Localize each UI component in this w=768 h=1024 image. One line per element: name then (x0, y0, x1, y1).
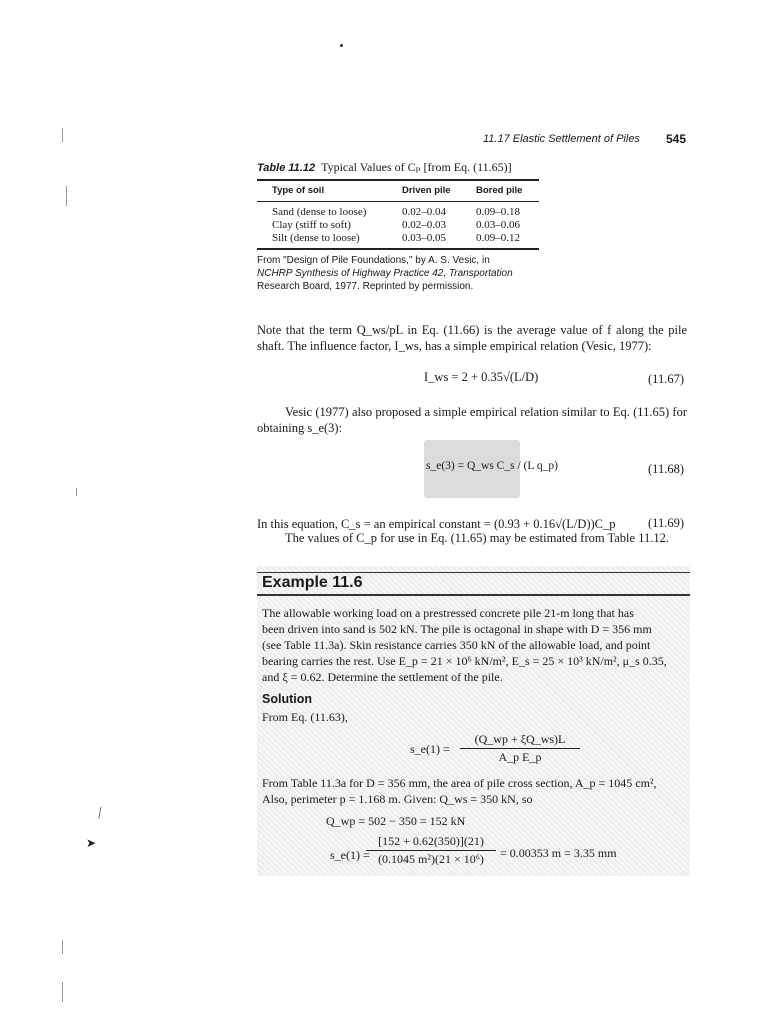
equation-number: (11.68) (648, 462, 684, 476)
equation-number: (11.69) (648, 516, 684, 530)
source-line: Research Board, 1977. Reprinted by permission. (257, 281, 474, 292)
example-line: From Table 11.3a for D = 356 mm, the area of pile cross section, A_p = 1045 cm², (262, 776, 657, 790)
table-caption-text: Typical Values of Cₚ [from Eq. (11.65)] (321, 160, 512, 174)
solution-label: Solution (262, 692, 312, 706)
table-source-note (257, 254, 547, 293)
table-cell: Clay (stiff to soft) (272, 219, 351, 231)
example-heading-rule (257, 594, 690, 596)
calc-equation-lhs: s_e(1) = (330, 848, 370, 862)
from-equation-line: From Eq. (11.63), (262, 710, 348, 724)
table-cell: 0.09–0.18 (476, 206, 520, 218)
table-caption (257, 160, 512, 175)
table-bottom-rule (257, 248, 539, 250)
table-label: Table 11.12 (257, 162, 316, 174)
paragraph-cp-values: The values of C_p for use in Eq. (11.65) may be estimated from Table 11.12. (285, 531, 669, 545)
table-cell: Silt (dense to loose) (272, 232, 360, 244)
example-heading: Example 11.6 (262, 574, 363, 591)
calc-equation-fraction (366, 834, 496, 867)
margin-arrow-mark: ➤ (86, 836, 97, 850)
source-line: NCHRP Synthesis of Highway Practice 42, Transportation (257, 268, 513, 279)
running-title: 11.17 Elastic Settlement of Piles (483, 133, 640, 145)
page-number: 545 (666, 132, 687, 146)
table-cell: 0.09–0.12 (476, 232, 520, 244)
example-top-rule (257, 572, 690, 573)
table-cell: 0.02–0.03 (402, 219, 446, 231)
table-header-driven: Driven pile (402, 185, 451, 196)
table-header-soil: Type of soil (272, 185, 325, 196)
left-margin-mark (76, 488, 77, 496)
calc-result: = 0.00353 m = 3.35 mm (500, 846, 617, 860)
example-line: been driven into sand is 502 kN. The pile is octagonal in shape with D = 356 mm (262, 622, 652, 636)
example-line: Also, perimeter p = 1.168 m. Given: Q_ws = 350 kN, so (262, 792, 533, 806)
settlement-equation-lhs: s_e(1) = (410, 742, 450, 756)
table-cell: 0.03–0.06 (476, 219, 520, 231)
paragraph-empirical-constant: In this equation, C_s = an empirical constant = (0.93 + 0.16√(L/D))C_p (257, 517, 616, 531)
fraction-numerator: [152 + 0.62(350)](21) (366, 834, 496, 851)
paragraph-influence-factor: Note that the term Q_ws/pL in Eq. (11.66) is the average value of f along the pile shaft. The influence factor, I_ws, has a simple empirical relation (Vesic, 1977): (257, 323, 687, 353)
example-line: (see Table 11.3a). Skin resistance carries 350 kN of the allowable load, and point (262, 638, 651, 652)
left-margin-mark (66, 186, 67, 206)
margin-pen-mark: ⟋ (92, 804, 108, 822)
fraction-denominator: (0.1045 m²)(21 × 10⁶) (378, 852, 484, 866)
equation-11-68: s_e(3) = Q_ws C_s / (L q_p) (426, 460, 558, 472)
settlement-equation-fraction (460, 732, 580, 765)
fraction-numerator: (Q_wp + ξQ_ws)L (460, 732, 580, 749)
table-header-rule (257, 201, 539, 202)
table-cell: Sand (dense to loose) (272, 206, 367, 218)
example-line: The allowable working load on a prestressed concrete pile 21-m long that has (262, 606, 634, 620)
source-line: From "Design of Pile Foundations," by A. S. Vesic, in (257, 255, 490, 266)
table-top-rule (257, 179, 539, 181)
paragraph-vesic: Vesic (1977) also proposed a simple empirical relation similar to Eq. (11.65) for obtaining s_e(3): (257, 405, 687, 435)
scan-speck (340, 44, 343, 47)
left-margin-mark (62, 982, 63, 1002)
equation-number: (11.67) (648, 372, 684, 386)
equation-11-67: I_ws = 2 + 0.35√(L/D) (424, 370, 539, 384)
left-margin-mark (62, 940, 63, 954)
left-margin-mark (62, 128, 63, 142)
table-header-bored: Bored pile (476, 185, 523, 196)
table-cell: 0.02–0.04 (402, 206, 446, 218)
table-cell: 0.03–0.05 (402, 232, 446, 244)
point-load-equation: Q_wp = 502 − 350 = 152 kN (326, 814, 466, 828)
fraction-denominator: A_p E_p (498, 750, 542, 764)
example-line: and ξ = 0.62. Determine the settlement of the pile. (262, 670, 503, 684)
example-line: bearing carries the rest. Use E_p = 21 × 10⁶ kN/m², E_s = 25 × 10³ kN/m², μ_s 0.35, (262, 654, 667, 668)
